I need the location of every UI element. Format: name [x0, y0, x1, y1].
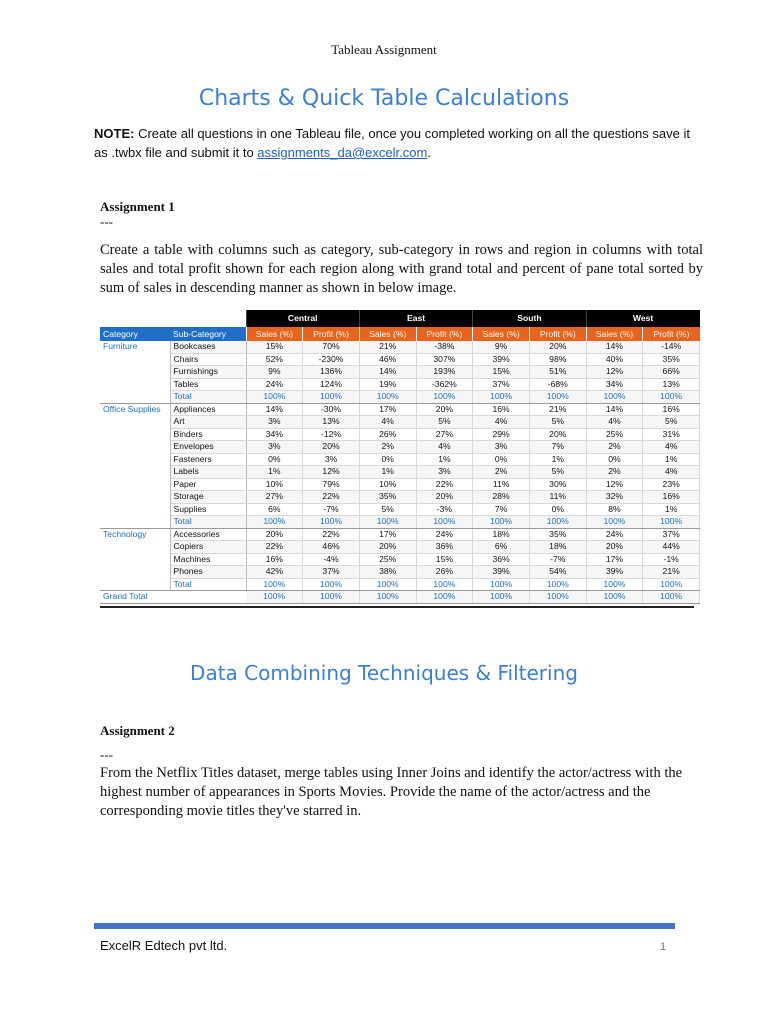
- value-cell: 18%: [529, 541, 586, 554]
- value-cell: 39%: [473, 353, 530, 366]
- value-cell: 27%: [246, 491, 303, 504]
- value-cell: 100%: [416, 578, 473, 591]
- value-cell: 0%: [359, 453, 416, 466]
- value-cell: 35%: [643, 353, 700, 366]
- value-cell: 52%: [246, 353, 303, 366]
- value-cell: 2%: [359, 441, 416, 454]
- subcategory-cell: Tables: [170, 378, 246, 391]
- region-header: West: [586, 310, 699, 327]
- value-cell: 9%: [246, 366, 303, 379]
- value-cell: 66%: [643, 366, 700, 379]
- subcategory-cell: Fasteners: [170, 453, 246, 466]
- value-cell: 21%: [529, 403, 586, 416]
- value-cell: 2%: [473, 466, 530, 479]
- subcategory-cell: Copiers: [170, 541, 246, 554]
- table-row: [100, 353, 700, 366]
- value-cell: 27%: [416, 428, 473, 441]
- section-title-charts: Charts & Quick Table Calculations: [198, 86, 570, 111]
- value-cell: 22%: [416, 478, 473, 491]
- value-cell: 21%: [359, 341, 416, 353]
- value-cell: 24%: [416, 528, 473, 541]
- value-cell: 26%: [416, 566, 473, 579]
- value-cell: 100%: [359, 578, 416, 591]
- total-row: [100, 391, 700, 404]
- value-cell: 16%: [643, 403, 700, 416]
- value-cell: 34%: [246, 428, 303, 441]
- value-cell: 26%: [359, 428, 416, 441]
- value-cell: 100%: [473, 578, 530, 591]
- region-header: South: [473, 310, 586, 327]
- value-cell: 5%: [416, 416, 473, 429]
- value-cell: 2%: [586, 441, 643, 454]
- value-cell: -7%: [303, 503, 360, 516]
- assignment1-dash: ---: [100, 214, 113, 229]
- value-cell: 1%: [529, 453, 586, 466]
- value-cell: 5%: [529, 466, 586, 479]
- value-cell: -1%: [643, 553, 700, 566]
- table-row: [100, 491, 700, 504]
- section-title-data-combining: Data Combining Techniques & Filtering: [190, 661, 578, 685]
- value-cell: 100%: [586, 516, 643, 529]
- table-row: [100, 466, 700, 479]
- value-cell: 14%: [359, 366, 416, 379]
- value-cell: 10%: [246, 478, 303, 491]
- table-row: [100, 478, 700, 491]
- value-cell: 100%: [246, 391, 303, 404]
- assignment2-text: From the Netflix Titles dataset, merge tables using Inner Joins and identify the actor/actress with the highest number of appearances in Sports Movies. Provide the name of the actor/actress and the corresponding movie titles they've starred in.: [100, 765, 683, 819]
- value-cell: 20%: [416, 491, 473, 504]
- value-cell: 25%: [586, 428, 643, 441]
- grand-total-value: 100%: [359, 591, 416, 604]
- value-cell: 7%: [529, 441, 586, 454]
- value-cell: 4%: [359, 416, 416, 429]
- table-row: [100, 341, 700, 353]
- grand-total-value: 100%: [303, 591, 360, 604]
- subcategory-cell: Total: [170, 578, 246, 591]
- value-cell: 34%: [586, 378, 643, 391]
- value-cell: 14%: [586, 341, 643, 353]
- table-row: [100, 416, 700, 429]
- value-cell: 22%: [303, 528, 360, 541]
- value-cell: 0%: [246, 453, 303, 466]
- value-cell: 14%: [586, 403, 643, 416]
- subcategory-cell: Total: [170, 391, 246, 404]
- value-cell: 37%: [473, 378, 530, 391]
- value-cell: 32%: [586, 491, 643, 504]
- value-cell: 22%: [246, 541, 303, 554]
- value-cell: 100%: [643, 578, 700, 591]
- measure-header: Sales (%): [359, 327, 416, 341]
- table-row: [100, 428, 700, 441]
- value-cell: 37%: [643, 528, 700, 541]
- table-row: [100, 378, 700, 391]
- value-cell: 36%: [473, 553, 530, 566]
- value-cell: 38%: [359, 566, 416, 579]
- value-cell: 16%: [643, 491, 700, 504]
- footer-bar: [94, 923, 675, 929]
- assignment2-heading: Assignment 2: [100, 723, 175, 738]
- value-cell: 24%: [586, 528, 643, 541]
- subcategory-cell: Supplies: [170, 503, 246, 516]
- value-cell: 16%: [473, 403, 530, 416]
- value-cell: 5%: [643, 416, 700, 429]
- measure-header: Sales (%): [586, 327, 643, 341]
- grand-total-value: 100%: [246, 591, 303, 604]
- subcategory-cell: Total: [170, 516, 246, 529]
- table-row: [100, 366, 700, 379]
- value-cell: 39%: [586, 566, 643, 579]
- value-cell: 4%: [473, 416, 530, 429]
- value-cell: -230%: [303, 353, 360, 366]
- region-header: East: [359, 310, 472, 327]
- value-cell: 307%: [416, 353, 473, 366]
- value-cell: 46%: [303, 541, 360, 554]
- note-paragraph: [94, 124, 694, 162]
- measure-header: Profit (%): [416, 327, 473, 341]
- total-row: [100, 578, 700, 591]
- value-cell: 100%: [246, 516, 303, 529]
- value-cell: -7%: [529, 553, 586, 566]
- total-row: [100, 516, 700, 529]
- measure-header: Profit (%): [643, 327, 700, 341]
- subcategory-cell: Labels: [170, 466, 246, 479]
- value-cell: 100%: [303, 578, 360, 591]
- subcategory-cell: Accessories: [170, 528, 246, 541]
- value-cell: 29%: [473, 428, 530, 441]
- category-cell: Technology: [100, 528, 170, 591]
- value-cell: 100%: [303, 391, 360, 404]
- value-cell: 3%: [303, 453, 360, 466]
- value-cell: 5%: [359, 503, 416, 516]
- note-text: Create all questions in one Tableau file, once you completed working on all the questions save it as .twbx file and submit it to: [94, 126, 690, 160]
- measure-header: Sales (%): [473, 327, 530, 341]
- value-cell: 100%: [359, 516, 416, 529]
- value-cell: 44%: [643, 541, 700, 554]
- subcategory-cell: Appliances: [170, 403, 246, 416]
- value-cell: 20%: [529, 428, 586, 441]
- value-cell: 136%: [303, 366, 360, 379]
- value-cell: 2%: [586, 466, 643, 479]
- value-cell: 24%: [246, 378, 303, 391]
- value-cell: 12%: [586, 366, 643, 379]
- value-cell: 8%: [586, 503, 643, 516]
- value-cell: 13%: [303, 416, 360, 429]
- subcategory-column-header: Sub-Category: [170, 327, 246, 341]
- value-cell: 1%: [416, 453, 473, 466]
- category-cell: Furniture: [100, 341, 170, 403]
- value-cell: 51%: [529, 366, 586, 379]
- grand-total-value: 100%: [586, 591, 643, 604]
- value-cell: 14%: [246, 403, 303, 416]
- section-divider: [100, 606, 694, 608]
- value-cell: 100%: [303, 516, 360, 529]
- value-cell: 20%: [359, 541, 416, 554]
- page-header-title: Tableau Assignment: [331, 42, 437, 57]
- table-row: [100, 553, 700, 566]
- value-cell: 7%: [473, 503, 530, 516]
- email-link[interactable]: assignments_da@excelr.com: [257, 145, 428, 160]
- value-cell: 19%: [359, 378, 416, 391]
- value-cell: 28%: [473, 491, 530, 504]
- value-cell: 193%: [416, 366, 473, 379]
- subcategory-cell: Storage: [170, 491, 246, 504]
- value-cell: 54%: [529, 566, 586, 579]
- value-cell: 100%: [246, 578, 303, 591]
- subcategory-cell: Art: [170, 416, 246, 429]
- value-cell: 11%: [473, 478, 530, 491]
- table-row: [100, 541, 700, 554]
- subcategory-cell: Furnishings: [170, 366, 246, 379]
- value-cell: 12%: [586, 478, 643, 491]
- value-cell: 42%: [246, 566, 303, 579]
- grand-total-value: 100%: [529, 591, 586, 604]
- value-cell: 17%: [359, 528, 416, 541]
- value-cell: 20%: [586, 541, 643, 554]
- table-row: [100, 528, 700, 541]
- note-label: NOTE:: [94, 126, 135, 141]
- subcategory-cell: Phones: [170, 566, 246, 579]
- value-cell: 9%: [473, 341, 530, 353]
- table-row: [100, 566, 700, 579]
- value-cell: 37%: [303, 566, 360, 579]
- value-cell: 31%: [643, 428, 700, 441]
- value-cell: 25%: [359, 553, 416, 566]
- value-cell: -14%: [643, 341, 700, 353]
- assignment2-dash: ---: [100, 747, 113, 762]
- category-cell: Office Supplies: [100, 403, 170, 528]
- value-cell: 100%: [473, 516, 530, 529]
- value-cell: 17%: [586, 553, 643, 566]
- region-header: Central: [246, 310, 359, 327]
- value-cell: 6%: [473, 541, 530, 554]
- value-cell: 17%: [359, 403, 416, 416]
- subcategory-cell: Paper: [170, 478, 246, 491]
- grand-total-row: [100, 591, 700, 604]
- footer-company: ExcelR Edtech pvt ltd.: [100, 938, 228, 953]
- value-cell: 15%: [473, 366, 530, 379]
- value-cell: -3%: [416, 503, 473, 516]
- value-cell: 20%: [416, 403, 473, 416]
- subcategory-cell: Machines: [170, 553, 246, 566]
- measure-header: Profit (%): [303, 327, 360, 341]
- value-cell: 1%: [643, 453, 700, 466]
- value-cell: 5%: [529, 416, 586, 429]
- value-cell: 6%: [246, 503, 303, 516]
- value-cell: -38%: [416, 341, 473, 353]
- table-row: [100, 441, 700, 454]
- category-column-header: Category: [100, 327, 170, 341]
- value-cell: 79%: [303, 478, 360, 491]
- value-cell: 0%: [529, 503, 586, 516]
- value-cell: 15%: [416, 553, 473, 566]
- value-cell: 70%: [303, 341, 360, 353]
- value-cell: 35%: [529, 528, 586, 541]
- subcategory-cell: Bookcases: [170, 341, 246, 353]
- value-cell: 39%: [473, 566, 530, 579]
- value-cell: 100%: [416, 391, 473, 404]
- value-cell: 0%: [473, 453, 530, 466]
- value-cell: 1%: [246, 466, 303, 479]
- measure-header: Sales (%): [246, 327, 303, 341]
- value-cell: 35%: [359, 491, 416, 504]
- value-cell: 18%: [473, 528, 530, 541]
- subcategory-cell: Chairs: [170, 353, 246, 366]
- assignment1-text: Create a table with columns such as category, sub-category in rows and region in columns with total sales and total profit shown for each region along with grand total and percent of pane total sorted by sum of sales in descending manner as shown in below image.: [100, 242, 703, 296]
- value-cell: 124%: [303, 378, 360, 391]
- value-cell: 4%: [586, 416, 643, 429]
- grand-total-value: 100%: [416, 591, 473, 604]
- value-cell: 20%: [246, 528, 303, 541]
- value-cell: 98%: [529, 353, 586, 366]
- value-cell: 3%: [416, 466, 473, 479]
- grand-total-label: Grand Total: [100, 591, 246, 604]
- value-cell: 3%: [246, 441, 303, 454]
- value-cell: -68%: [529, 378, 586, 391]
- value-cell: -362%: [416, 378, 473, 391]
- value-cell: -30%: [303, 403, 360, 416]
- grand-total-value: 100%: [473, 591, 530, 604]
- value-cell: 100%: [529, 578, 586, 591]
- value-cell: 100%: [416, 516, 473, 529]
- value-cell: 100%: [643, 391, 700, 404]
- value-cell: 23%: [643, 478, 700, 491]
- value-cell: 21%: [643, 566, 700, 579]
- value-cell: 40%: [586, 353, 643, 366]
- value-cell: 13%: [643, 378, 700, 391]
- table-row: [100, 503, 700, 516]
- value-cell: 20%: [529, 341, 586, 353]
- subcategory-cell: Envelopes: [170, 441, 246, 454]
- value-cell: 46%: [359, 353, 416, 366]
- assignment1-heading: Assignment 1: [100, 199, 175, 214]
- table-row: [100, 403, 700, 416]
- value-cell: -4%: [303, 553, 360, 566]
- value-cell: 3%: [473, 441, 530, 454]
- value-cell: 4%: [643, 466, 700, 479]
- value-cell: 100%: [529, 516, 586, 529]
- value-cell: 11%: [529, 491, 586, 504]
- value-cell: 100%: [586, 391, 643, 404]
- value-cell: 20%: [303, 441, 360, 454]
- measure-header: Profit (%): [529, 327, 586, 341]
- value-cell: 100%: [359, 391, 416, 404]
- note-end: .: [427, 145, 431, 160]
- value-cell: 12%: [303, 466, 360, 479]
- value-cell: 3%: [246, 416, 303, 429]
- value-cell: 0%: [586, 453, 643, 466]
- value-cell: 100%: [586, 578, 643, 591]
- value-cell: 30%: [529, 478, 586, 491]
- subcategory-cell: Binders: [170, 428, 246, 441]
- value-cell: -12%: [303, 428, 360, 441]
- value-cell: 4%: [416, 441, 473, 454]
- page-number: 1: [660, 941, 667, 953]
- value-cell: 36%: [416, 541, 473, 554]
- value-cell: 22%: [303, 491, 360, 504]
- value-cell: 100%: [473, 391, 530, 404]
- table-body: [100, 341, 700, 603]
- value-cell: 16%: [246, 553, 303, 566]
- value-cell: 1%: [359, 466, 416, 479]
- value-cell: 100%: [643, 516, 700, 529]
- table-row: [100, 453, 700, 466]
- value-cell: 15%: [246, 341, 303, 353]
- grand-total-value: 100%: [643, 591, 700, 604]
- sales-profit-table: [100, 310, 700, 604]
- value-cell: 4%: [643, 441, 700, 454]
- value-cell: 10%: [359, 478, 416, 491]
- value-cell: 1%: [643, 503, 700, 516]
- value-cell: 100%: [529, 391, 586, 404]
